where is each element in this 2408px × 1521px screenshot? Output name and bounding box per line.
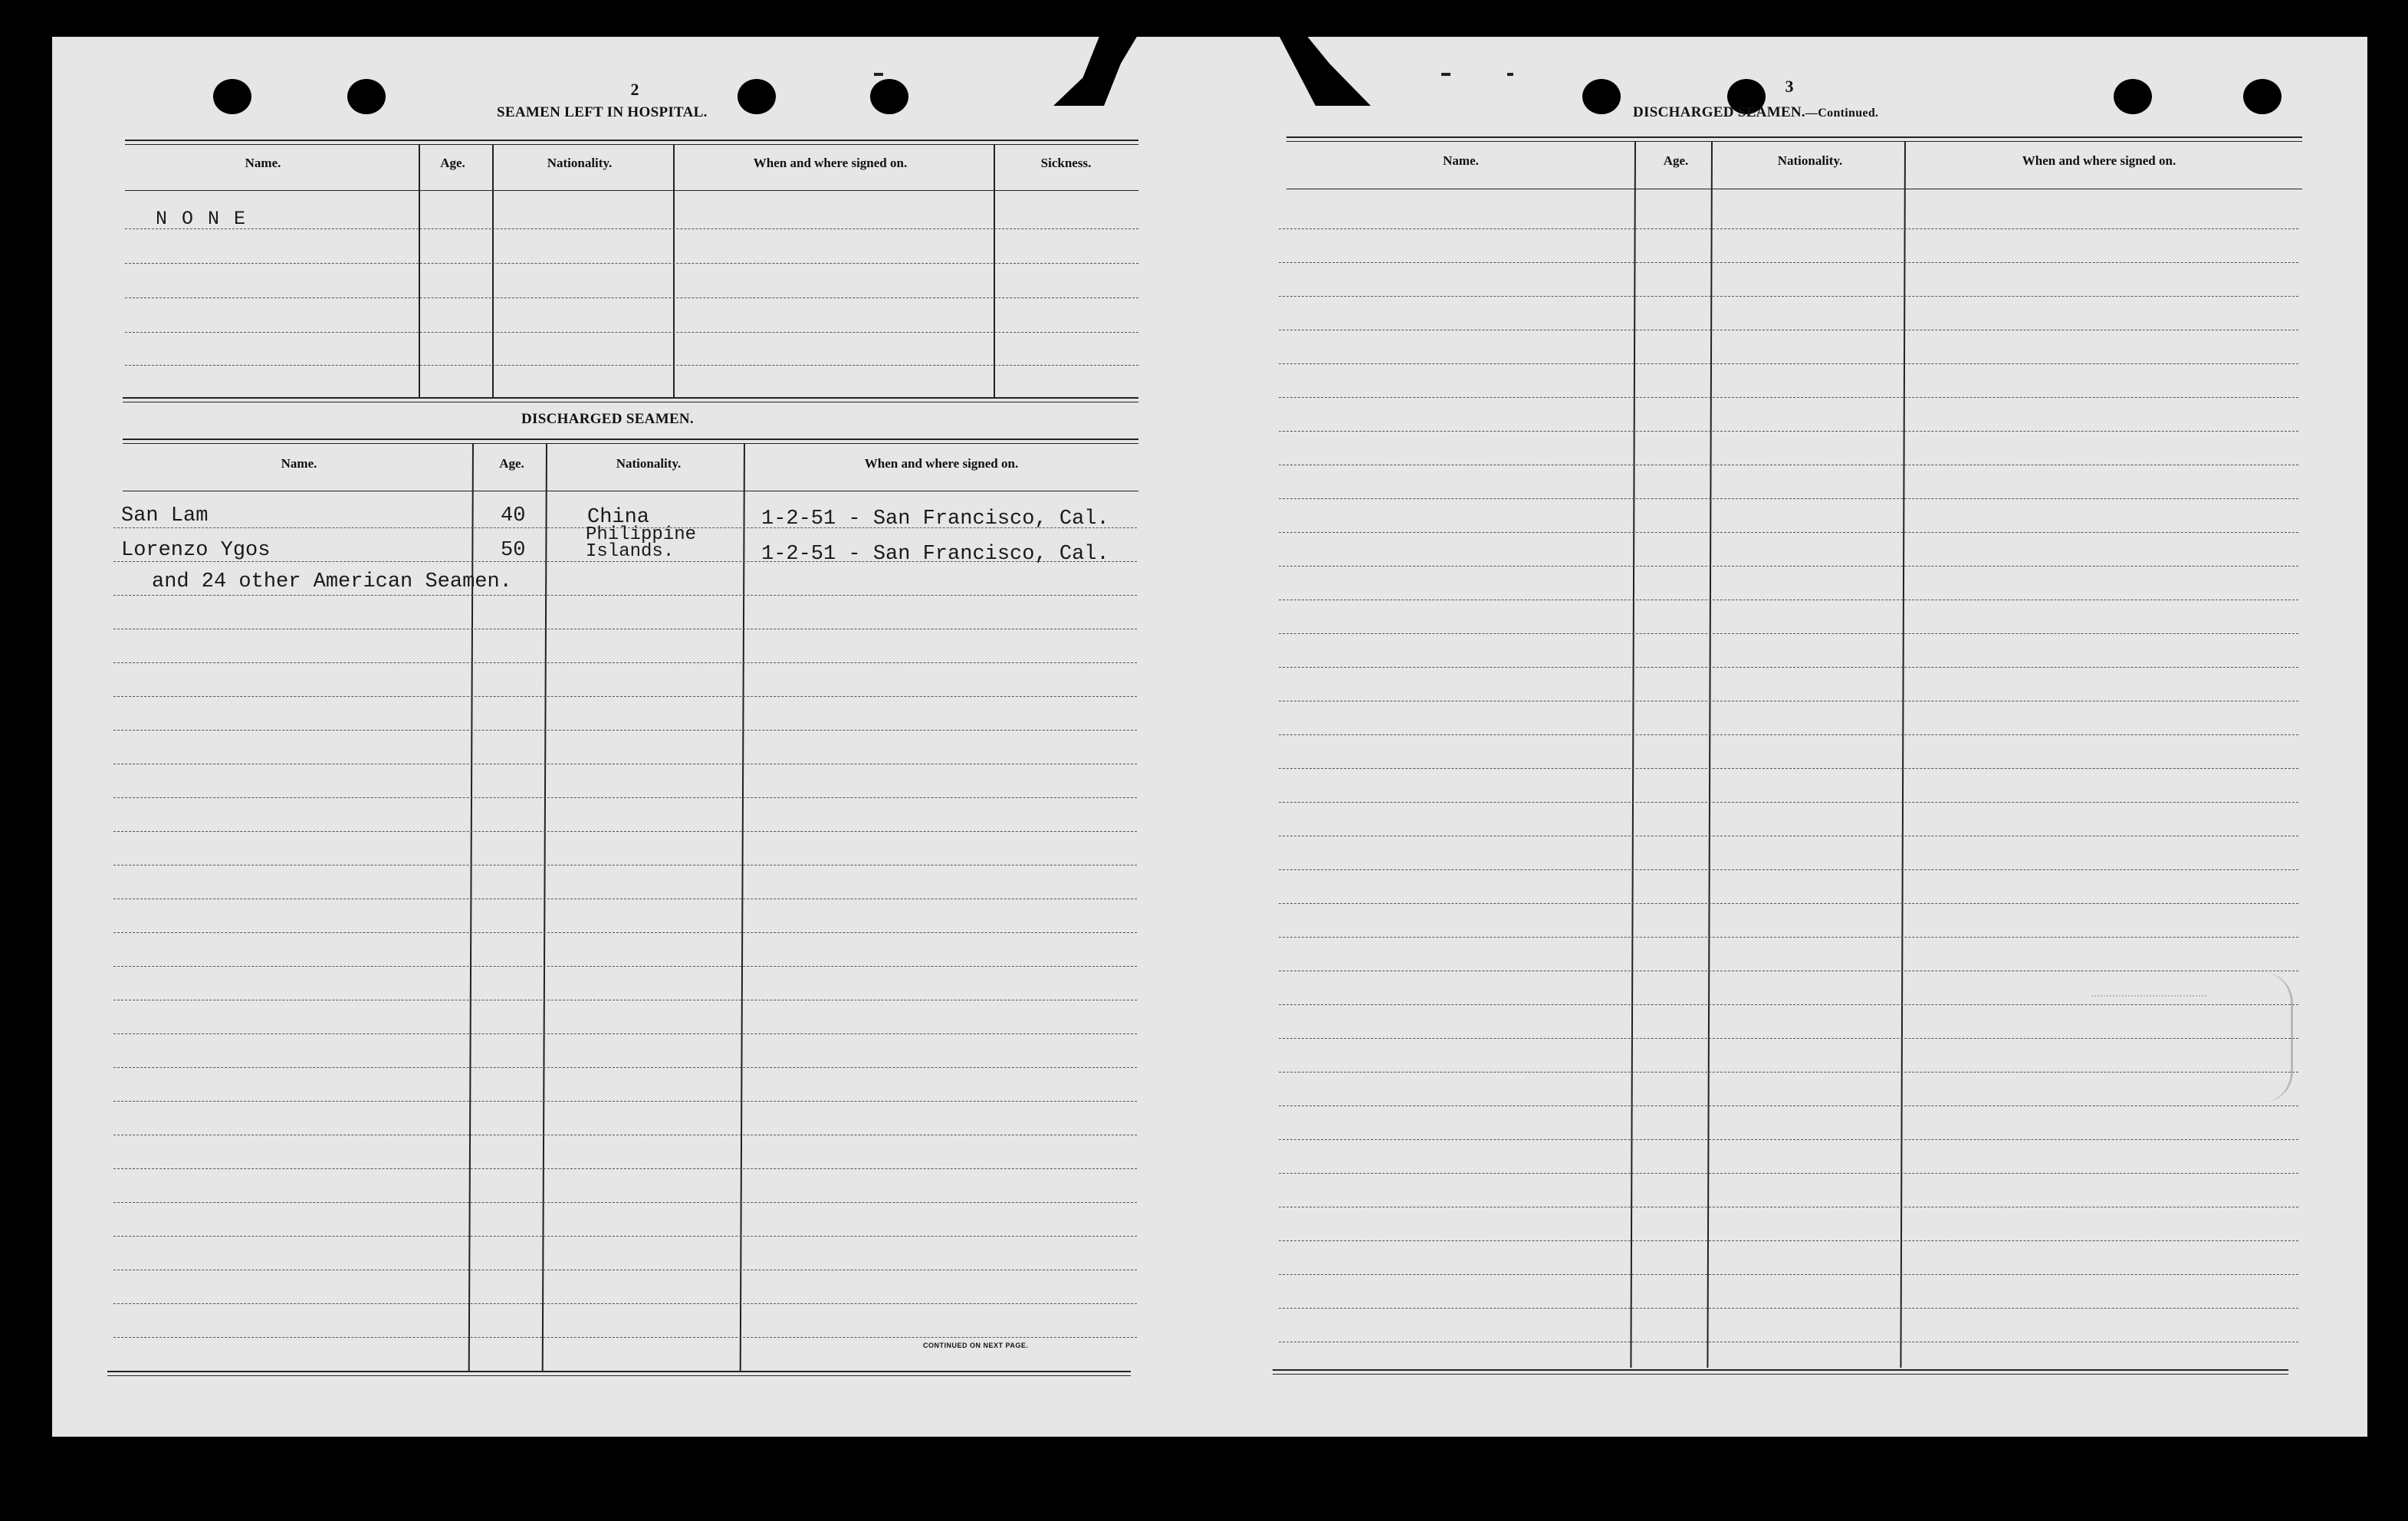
row-line (1279, 1240, 2298, 1241)
row-line (1279, 228, 2298, 229)
discharged-section-title: DISCHARGED SEAMEN. (521, 411, 694, 427)
column-header-age: Age. (1663, 153, 1689, 168)
table-bottom-rule (123, 397, 1138, 399)
row-line (125, 263, 1138, 264)
seaman-name: San Lam (121, 504, 209, 527)
row-line (113, 730, 1137, 731)
page-number: 3 (1785, 77, 1794, 96)
column-header-age: Age. (499, 456, 524, 471)
title-main: DISCHARGED SEAMEN. (1633, 104, 1805, 120)
row-line (113, 1033, 1137, 1034)
ink-mark (1441, 73, 1450, 76)
table-top-rule (123, 443, 1138, 444)
binder-hole (738, 79, 776, 114)
row-line (113, 1303, 1137, 1304)
column-header-nationality: Nationality. (1777, 153, 1843, 168)
table-top-rule (125, 144, 1138, 145)
column-header-name: Name. (1443, 153, 1479, 168)
row-line (1279, 937, 2298, 938)
column-divider (1900, 141, 1906, 1368)
column-divider (994, 144, 995, 397)
row-line (1279, 566, 2298, 567)
row-line (1279, 768, 2298, 769)
ink-mark (1507, 73, 1513, 76)
row-line (1279, 262, 2298, 263)
table-bottom-rule (107, 1375, 1131, 1376)
row-line (113, 1236, 1137, 1237)
seaman-age: 50 (501, 539, 526, 562)
row-line (1279, 532, 2298, 533)
torn-notch (1279, 35, 1371, 106)
row-line (113, 662, 1137, 663)
table-bottom-rule (1273, 1369, 2288, 1371)
table-top-rule (125, 140, 1138, 141)
row-line (1279, 1105, 2298, 1106)
ink-mark (874, 73, 883, 76)
faint-stamp-mark (2245, 972, 2293, 1102)
column-header-signed-on: When and where signed on. (864, 456, 1019, 471)
row-line (113, 696, 1137, 697)
row-line (125, 297, 1138, 298)
column-header-signed-on: When and where signed on. (753, 156, 908, 170)
faint-stamp-mark (2091, 995, 2206, 1066)
row-line (1279, 869, 2298, 870)
row-line (113, 595, 1137, 596)
column-header-nationality: Nationality. (547, 156, 613, 170)
column-header-signed-on: When and where signed on. (2022, 153, 2176, 168)
column-divider (740, 443, 745, 1371)
seaman-signed-on: 1-2-51 - San Francisco, Cal. (761, 508, 1109, 531)
binder-hole (2243, 79, 2282, 114)
column-divider (542, 443, 547, 1371)
row-line (1279, 633, 2298, 634)
seaman-nationality: Islands. (586, 541, 675, 562)
table-bottom-rule (1273, 1374, 2288, 1375)
page-number: 2 (630, 80, 639, 99)
row-line (113, 1337, 1137, 1338)
row-line (1279, 734, 2298, 735)
table-bottom-rule (107, 1371, 1131, 1372)
row-line (1279, 363, 2298, 364)
row-line (113, 797, 1137, 798)
row-line (1279, 498, 2298, 499)
row-line (113, 932, 1137, 933)
row-line (125, 228, 1138, 229)
continued-footer: CONTINUED ON NEXT PAGE. (923, 1342, 1029, 1349)
row-line (113, 1168, 1137, 1169)
row-line (1279, 296, 2298, 297)
row-line (113, 1202, 1137, 1203)
row-line (1279, 802, 2298, 803)
column-divider (1707, 141, 1713, 1368)
row-line (113, 831, 1137, 832)
row-line (1279, 1072, 2298, 1073)
column-divider (673, 144, 675, 397)
row-line (113, 898, 1137, 899)
torn-notch (1053, 35, 1138, 106)
column-divider (419, 144, 420, 397)
row-line (1279, 397, 2298, 398)
row-line (113, 1101, 1137, 1102)
seaman-age: 40 (501, 504, 526, 527)
row-line (125, 365, 1138, 366)
seaman-signed-on: 1-2-51 - San Francisco, Cal. (761, 543, 1109, 566)
seaman-nationality: China (587, 506, 650, 529)
column-header-sickness: Sickness. (1040, 156, 1092, 170)
hospital-entry-none: N O N E (156, 208, 248, 230)
binder-hole (213, 79, 251, 114)
table-top-rule (1286, 136, 2302, 138)
column-header-name: Name. (281, 456, 317, 471)
column-divider (1630, 141, 1636, 1368)
row-line (1279, 1274, 2298, 1275)
binder-hole (2114, 79, 2152, 114)
table-top-rule (1286, 141, 2302, 142)
column-divider (492, 144, 494, 397)
table-top-rule (123, 439, 1138, 440)
binder-hole (870, 79, 908, 114)
row-line (1279, 1173, 2298, 1174)
seaman-name: Lorenzo Ygos (121, 539, 271, 562)
row-line (1279, 903, 2298, 904)
seaman-nationality: Philippine (586, 524, 697, 545)
binder-hole (347, 79, 386, 114)
row-line (113, 1067, 1137, 1068)
row-line (113, 865, 1137, 866)
binder-hole (1582, 79, 1621, 114)
column-header-nationality: Nationality. (616, 456, 682, 471)
row-line (1279, 431, 2298, 432)
document-sheet (52, 37, 2367, 1437)
discharged-note: and 24 other American Seamen. (152, 570, 512, 593)
header-bottom-rule (125, 190, 1138, 191)
row-line (125, 332, 1138, 333)
row-line (1279, 1139, 2298, 1140)
column-header-name: Name. (245, 156, 281, 170)
column-header-age: Age. (440, 156, 465, 170)
row-line (1279, 1308, 2298, 1309)
hospital-section-title: SEAMEN LEFT IN HOSPITAL. (497, 104, 708, 120)
discharged-continued-title (1633, 104, 1878, 121)
row-line (113, 966, 1137, 967)
title-suffix: —Continued. (1805, 107, 1879, 120)
row-line (1279, 667, 2298, 668)
